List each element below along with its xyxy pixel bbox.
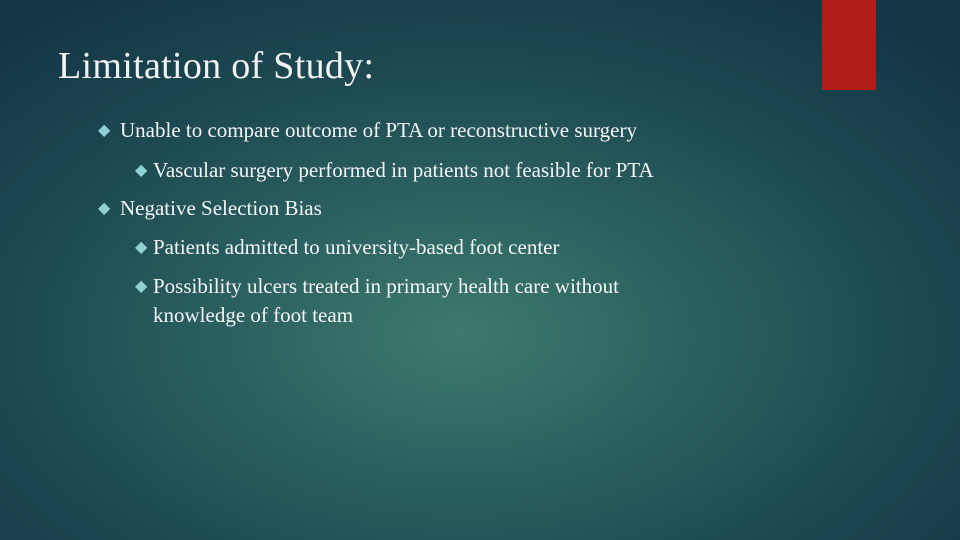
diamond-bullet-icon: ◆ <box>98 122 111 139</box>
bullet-text: Negative Selection Bias <box>120 196 322 220</box>
diamond-bullet-icon: ◆ <box>135 162 148 179</box>
bullet-text: Possibility ulcers treated in primary health care without knowledge of foot team <box>153 274 619 327</box>
diamond-bullet-icon: ◆ <box>135 239 148 256</box>
sub-bullet-item <box>135 233 559 262</box>
diamond-bullet-icon: ◆ <box>135 278 148 295</box>
sub-bullet-item <box>135 156 654 185</box>
bullet-item <box>98 116 637 145</box>
accent-bar <box>822 0 876 90</box>
bullet-item <box>98 194 322 223</box>
bullet-text: Unable to compare outcome of PTA or reconstructive surgery <box>120 118 637 142</box>
bullet-text: Vascular surgery performed in patients not feasible for PTA <box>153 158 654 182</box>
slide-title: Limitation of Study: <box>58 45 375 87</box>
bullet-text: Patients admitted to university-based foot center <box>153 235 560 259</box>
sub-bullet-item <box>135 272 695 330</box>
diamond-bullet-icon: ◆ <box>98 200 111 217</box>
